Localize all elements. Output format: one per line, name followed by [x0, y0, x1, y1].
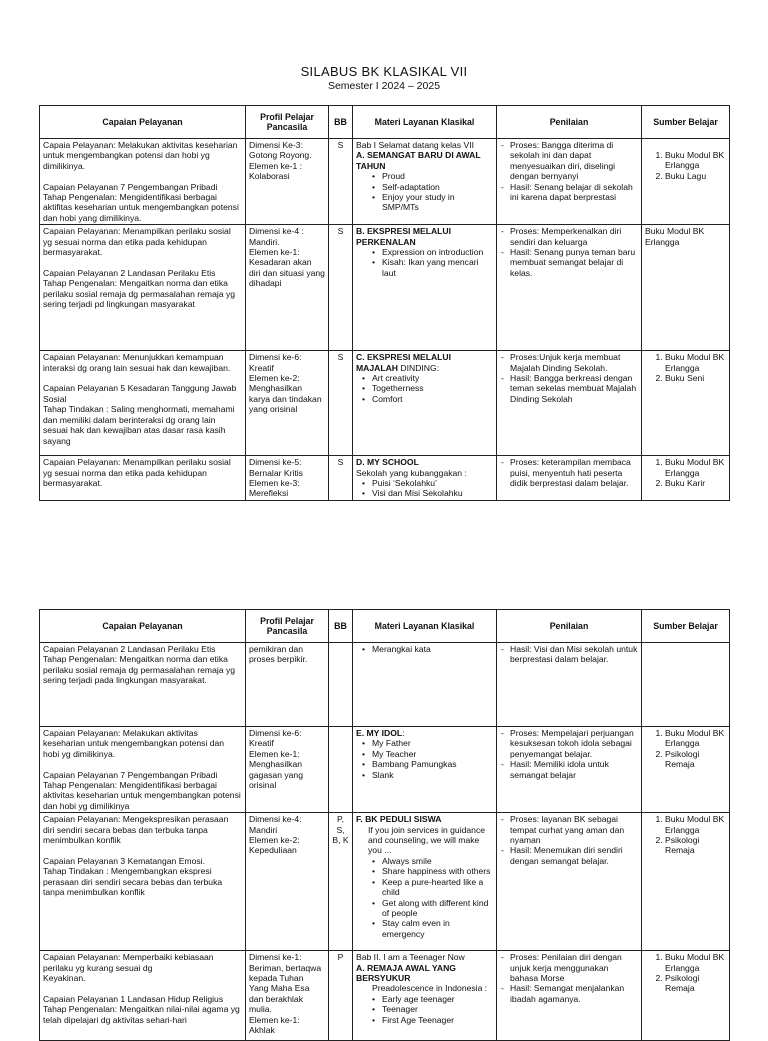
penilaian-item: - Proses: keterampilan membaca puisi, menyentuh hati peserta didik berprestasi dalam belajar. [510, 457, 638, 488]
bb-cell [329, 727, 353, 813]
sumber-item: 1. Buku Modul BK Erlangga [665, 150, 726, 171]
sumber-cell [642, 951, 730, 1041]
capaian-cell: Capaian Pelayanan: Mengekspresikan perasaan diri sendiri secara bebas dan terbuka tanpa menimbulkan konflik Capaian Pelayanan 3 Kematangan Emosi. Tahap Tindakan : Mengembangkan ekspresi perasaan diri sendiri secara bebas dan terbuka tanpa menimbulkan konflik [40, 813, 246, 951]
materi-list-item: • Expression on introduction [382, 247, 493, 257]
materi-subtext: Preadolescence in Indonesia : [372, 983, 488, 994]
bb-cell: S [329, 139, 353, 225]
penilaian-list [500, 457, 638, 488]
table-row [40, 456, 730, 501]
materi-list-item: • Puisi ‘Sekolahku’ [372, 478, 493, 488]
penilaian-list [500, 952, 638, 1004]
penilaian-item: - Hasil: Bangga berkreasi dengan teman sekelas membuat Majalah Dinding Sekolah [510, 373, 638, 404]
sumber-item: 2. Buku Karir [665, 478, 726, 488]
materi-list-item: • Self-adaptation [382, 182, 493, 192]
penilaian-item: - Hasil: Visi dan Misi sekolah untuk berprestasi dalam belajar. [510, 644, 638, 665]
header-capaian: Capaian Pelayanan [40, 106, 246, 139]
materi-cell [353, 139, 497, 225]
penilaian-cell [497, 813, 642, 951]
materi-heading-text: D. MY SCHOOL [356, 457, 419, 468]
materi-heading-text: B. EKSPRESI MELALUI PERKENALAN [356, 226, 452, 247]
header-penilaian: Penilaian [497, 106, 642, 139]
materi-list-item: • Share happiness with others [382, 866, 493, 876]
penilaian-item: - Hasil: Senang belajar di sekolah ini karena dapat berprestasi [510, 182, 638, 203]
sumber-item: 1. Buku Modul BK Erlangga [665, 352, 726, 373]
sumber-item: 2. Psikologi Remaja [665, 973, 726, 994]
materi-heading [356, 457, 493, 467]
table-row [40, 139, 730, 225]
materi-heading [356, 963, 493, 984]
penilaian-item: - Hasil: Memiliki idola untuk semangat belajar [510, 759, 638, 780]
materi-list-item: • Visi dan Misi Sekolahku [372, 488, 493, 498]
materi-heading [356, 728, 493, 738]
materi-list-item: • Get along with different kind of people [382, 898, 493, 919]
penilaian-cell [497, 139, 642, 225]
penilaian-list [500, 140, 638, 202]
sumber-cell [642, 727, 730, 813]
profil-cell: Dimensi ke-4: Mandiri Elemen ke-2: Kepeduliaan [246, 813, 329, 951]
syllabus-table-2 [39, 609, 730, 1041]
materi-list-item: • Early age teenager [382, 994, 493, 1004]
materi-list-item: • Keep a pure-hearted like a child [382, 877, 493, 898]
table-row [40, 643, 730, 727]
penilaian-item: - Hasil: Semangat menjalankan ibadah agamanya. [510, 983, 638, 1004]
materi-list [356, 171, 493, 213]
materi-chapter: Bab II. I am a Teenager Now [356, 952, 465, 963]
materi-list-item: • Kisah: Ikan yang mencari laut [382, 257, 493, 278]
sumber-list [645, 150, 726, 181]
capaian-cell: Capaian Pelayanan 2 Landasan Perilaku Etis Tahap Pengenalan: Mengaitkan norma dan etika perilaku sosial remaja dg permasalahan remaja yg sering terjadi pada lingkungan masyarakat. [40, 643, 246, 727]
sumber-item: 2. Psikologi Remaja [665, 835, 726, 856]
page-title: SILABUS BK KLASIKAL VII [300, 64, 468, 79]
capaian-cell: Capaian Pelayanan: Memperbaiki kebiasaan perilaku yg kurang sesuai dg Keyakinan. Capaian Pelayanan 1 Landasan Hidup Religius Tahap Pengenalan: Mengaitkan nilai-nilai agama yg telah dipelajari dg aktivitas sehari-hari [40, 951, 246, 1041]
header-sumber: Sumber Belajar [642, 610, 730, 643]
materi-heading [356, 814, 493, 824]
materi-heading-text: E. MY IDOL [356, 728, 403, 738]
penilaian-list [500, 226, 638, 278]
sumber-item: 2. Buku Lagu [665, 171, 726, 181]
bb-cell: S [329, 456, 353, 501]
materi-list [356, 994, 493, 1025]
materi-list [356, 738, 493, 780]
penilaian-item: - Proses: Penilaian diri dengan unjuk kerja menggunakan bahasa Morse [510, 952, 638, 983]
materi-cell [353, 951, 497, 1041]
materi-cell [353, 643, 497, 727]
penilaian-cell [497, 456, 642, 501]
sumber-cell [642, 225, 730, 351]
page-subtitle: Semester I 2024 – 2025 [327, 80, 441, 92]
sumber-item: 2. Psikologi Remaja [665, 749, 726, 770]
penilaian-item: - Proses: Memperkenalkan diri sendiri dan keluarga [510, 226, 638, 247]
materi-list-item: • Enjoy your study in SMP/MTs [382, 192, 493, 213]
header-penilaian: Penilaian [497, 610, 642, 643]
sumber-cell [642, 813, 730, 951]
sumber-cell [642, 456, 730, 501]
materi-list-item: • Proud [382, 171, 493, 181]
sumber-list [645, 457, 726, 488]
materi-list [356, 856, 493, 939]
materi-heading-text: A. SEMANGAT BARU DI AWAL TAHUN [356, 150, 481, 171]
penilaian-item: - Proses: layanan BK sebagai tempat curhat yang aman dan nyaman [510, 814, 638, 845]
sumber-item: 1. Buku Modul BK Erlangga [665, 814, 726, 835]
penilaian-list [500, 728, 638, 780]
table-row [40, 727, 730, 813]
penilaian-item: - Hasil: Menemukan diri sendiri dengan semangat belajar. [510, 845, 638, 866]
sumber-list [645, 952, 726, 994]
materi-heading [356, 226, 493, 247]
materi-list-item: • Bambang Pamungkas [372, 759, 493, 769]
materi-chapter: Bab I Selamat datang kelas VII [356, 140, 474, 150]
materi-cell [353, 813, 497, 951]
header-sumber: Sumber Belajar [642, 106, 730, 139]
capaian-cell: Capaian Pelayanan: Melakukan aktivitas keseharian untuk mengembangkan potensi dan hobi yg dimilikinya. Capaian Pelayanan 7 Pengembangan Pribadi Tahap Pengenalan: Mengidentifikasi berbagai aktivitas keseharian untuk mengembangkan potensi dan hobi yg dimilikinya [40, 727, 246, 813]
penilaian-list [500, 814, 638, 866]
sumber-cell [642, 643, 730, 727]
profil-cell: Dimensi ke-6: Kreatif Elemen ke-2: Menghasilkan karya dan tindakan yang orisinal [246, 351, 329, 456]
materi-heading-text: C. EKSPRESI MELALUI MAJALAH [356, 352, 452, 373]
penilaian-list [500, 352, 638, 404]
sumber-list [645, 814, 726, 856]
materi-list-item: • Stay calm even in emergency [382, 918, 493, 939]
header-capaian: Capaian Pelayanan [40, 610, 246, 643]
materi-heading-tail: DINDING: [398, 362, 440, 373]
table-row [40, 351, 730, 456]
header-profil: Profil Pelajar Pancasila [246, 610, 329, 643]
bb-cell: P [329, 951, 353, 1041]
materi-list [356, 644, 493, 654]
materi-list-item: • Slank [372, 770, 493, 780]
materi-heading-text: A. REMAJA AWAL YANG BERSYUKUR [356, 962, 456, 984]
materi-list-item: • Merangkai kata [372, 644, 493, 654]
bb-cell: S [329, 351, 353, 456]
bb-cell: P, S, B, K [329, 813, 353, 951]
penilaian-item: - Hasil: Senang punya teman baru membuat semangat belajar di kelas. [510, 247, 638, 278]
sumber-text: Buku Modul BK Erlangga [645, 226, 705, 247]
materi-list-item: • Always smile [382, 856, 493, 866]
materi-heading-text: F. BK PEDULI SISWA [356, 814, 442, 825]
penilaian-cell [497, 727, 642, 813]
materi-list [356, 373, 493, 404]
sumber-item: 2. Buku Seni [665, 373, 726, 383]
materi-cell [353, 727, 497, 813]
table-row [40, 225, 730, 351]
materi-list-item: • Art creativity [372, 373, 493, 383]
materi-list-item: • Comfort [372, 394, 493, 404]
sumber-item: 1. Buku Modul BK Erlangga [665, 457, 726, 478]
profil-cell: Dimensi ke-5: Bernalar Kritis Elemen ke-3: Merefleksi [246, 456, 329, 501]
syllabus-table-1 [39, 105, 730, 501]
profil-cell: Dimensi Ke-3: Gotong Royong. Elemen ke-1 : Kolaborasi [246, 139, 329, 225]
sumber-list [645, 352, 726, 383]
capaian-cell: Capaian Pelayanan: Menampilkan perilaku sosial yg sesuai norma dan etika pada kehidupan bermasyarakat. [40, 456, 246, 501]
materi-cell [353, 351, 497, 456]
header-profil: Profil Pelajar Pancasila [246, 106, 329, 139]
profil-cell: Dimensi ke-1: Beriman, bertaqwa kepada Tuhan Yang Maha Esa dan berakhlak mulia. Elemen ke-1: Akhlak [246, 951, 329, 1041]
materi-list-item: • My Father [372, 738, 493, 748]
profil-cell: pemikiran dan proses berpikir. [246, 643, 329, 727]
penilaian-item: - Proses: Bangga diterima di sekolah ini dan dapat menyesuaikan diri, diselingi dengan bernyanyi [510, 140, 638, 182]
sumber-item: 1. Buku Modul BK Erlangga [665, 952, 726, 973]
table-row [40, 813, 730, 951]
table-row [40, 951, 730, 1041]
materi-list-item: • My Teacher [372, 749, 493, 759]
penilaian-cell [497, 351, 642, 456]
header-materi: Materi Layanan Klasikal [353, 106, 497, 139]
header-bb: BB [329, 106, 353, 139]
materi-subtext: Sekolah yang kubanggakan : [356, 467, 467, 478]
penilaian-cell [497, 951, 642, 1041]
penilaian-item: - Proses:Unjuk kerja membuat Majalah Dinding Sekolah. [510, 352, 638, 373]
capaian-cell: Capaian Pelayanan: Menampilkan perilaku sosial yg sesuai norma dan etika pada kehidupan bermasyarakat. Capaian Pelayanan 2 Landasan Perilaku Etis Tahap Pengenalan: Mengaitkan norma dan etika perilaku sosial remaja dg permasalahan remaja yg sering terjadi pd lingkungan masyarakat [40, 225, 246, 351]
materi-list-item: • Togetherness [372, 383, 493, 393]
penilaian-item: - Proses: Mempelajari perjuangan kesuksesan tokoh idola sebagai penyemangat belajar. [510, 728, 638, 759]
sumber-list [645, 728, 726, 770]
sumber-item: 1. Buku Modul BK Erlangga [665, 728, 726, 749]
materi-heading [356, 352, 493, 373]
materi-subtext: If you join services in guidance and counseling, we will make you ... [368, 824, 486, 856]
materi-list [356, 478, 493, 499]
materi-list-item: • Teenager [382, 1004, 493, 1014]
profil-cell: Dimensi ke-6: Kreatif Elemen ke-1: Menghasilkan gagasan yang orisinal [246, 727, 329, 813]
materi-cell [353, 225, 497, 351]
sumber-cell [642, 351, 730, 456]
materi-heading [356, 150, 493, 171]
penilaian-list [500, 644, 638, 665]
bb-cell [329, 643, 353, 727]
profil-cell: Dimensi ke-4 : Mandiri. Elemen ke-1: Kesadaran akan diri dan situasi yang dihadapi [246, 225, 329, 351]
header-materi: Materi Layanan Klasikal [353, 610, 497, 643]
bb-cell: S [329, 225, 353, 351]
penilaian-cell [497, 643, 642, 727]
sumber-cell [642, 139, 730, 225]
capaian-cell: Capaian Pelayanan: Menunjukkan kemampuan interaksi dg orang lain sesuai hak dan kewajiban. Capaian Pelayanan 5 Kesadaran Tanggung Jawab Sosial Tahap Tindakan : Saling menghormati, memahami dan memiliki dalam berinteraksi dg orang lain sesuai hak dan kewajiban atas dasar rasa kasih sayang [40, 351, 246, 456]
header-bb: BB [329, 610, 353, 643]
materi-heading-tail: : [402, 728, 405, 738]
capaian-cell: Capaia Pelayanan: Melakukan aktivitas keseharian untuk mengembangkan potensi dan hobi yg dimilikinya. Capaian Pelayanan 7 Pengembangan Pribadi Tahap Pengenalan: Mengidentifikasi berbagai aktifitas keseharian untuk mengembangkan potensi dan hobi yang dimilikinya. [40, 139, 246, 225]
penilaian-cell [497, 225, 642, 351]
materi-list-item: • First Age Teenager [382, 1015, 493, 1025]
materi-cell [353, 456, 497, 501]
materi-list [356, 247, 493, 278]
